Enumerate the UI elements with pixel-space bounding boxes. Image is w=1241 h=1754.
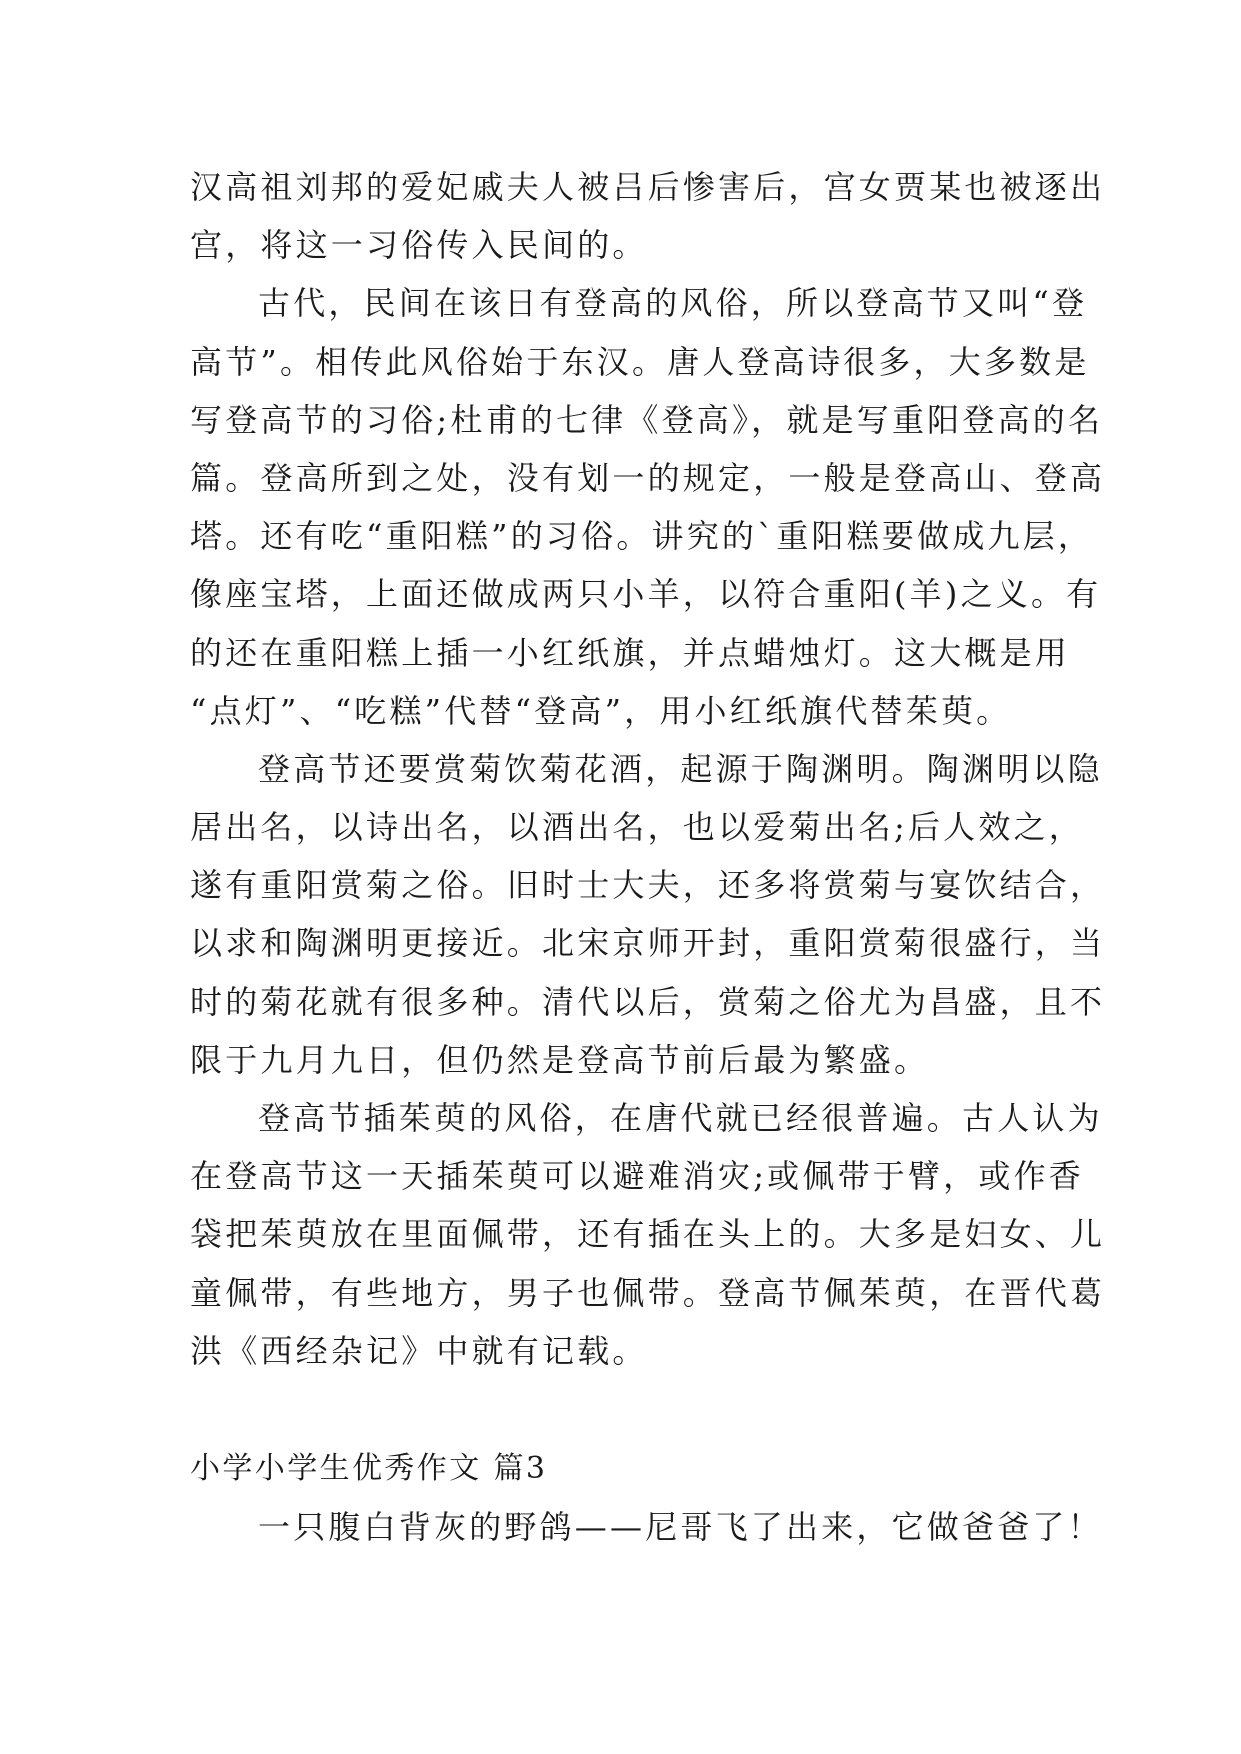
text-line: 遂有重阳赏菊之俗。旧时士大夫，还多将赏菊与宴饮结合， — [190, 866, 1106, 905]
text-line: 宫，将这一习俗传入民间的。 — [190, 226, 648, 265]
text-line: “点灯”、“吃糕”代替“登高”，用小红纸旗代替茱萸。 — [190, 691, 1012, 730]
document-page — [190, 158, 1106, 1556]
text-line: 汉高祖刘邦的爱妃戚夫人被吕后惨害后，宫女贾某也被逐出 — [190, 168, 1106, 206]
text-line: 童佩带，有些地方，男子也佩带。登高节佩茱萸，在晋代葛 — [190, 1273, 1106, 1312]
paragraph-2 — [190, 274, 1106, 740]
text-line: 古代，民间在该日有登高的风俗，所以登高节又叫“登 — [258, 284, 1088, 323]
text-line: 高节”。相传此风俗始于东汉。唐人登高诗很多，大多数是 — [190, 342, 1090, 381]
text-line: 袋把茱萸放在里面佩带，还有插在头上的。大多是妇女、儿 — [190, 1215, 1106, 1254]
section-first-line: 一只腹白背灰的野鸽——尼哥飞了出来，它做爸爸了！ — [258, 1508, 1103, 1547]
text-line: 时的菊花就有很多种。清代以后，赏菊之俗尤为昌盛，且不 — [190, 982, 1106, 1021]
paragraph-1 — [190, 158, 1106, 274]
text-line: 的还在重阳糕上插一小红纸旗，并点蜡烛灯。这大概是用 — [190, 633, 1071, 672]
text-line: 洪《西经杂记》中就有记载。 — [190, 1331, 648, 1370]
text-line: 限于九月九日，但仍然是登高节前后最为繁盛。 — [190, 1040, 930, 1079]
text-line: 篇。登高所到之处，没有划一的规定，一般是登高山、登高 — [190, 458, 1106, 497]
paragraph-3 — [190, 740, 1106, 1089]
section-heading: 小学小学生优秀作文 篇3 — [190, 1450, 548, 1486]
text-line: 以求和陶渊明更接近。北宋京师开封，重阳赏菊很盛行，当 — [190, 924, 1106, 963]
text-line: 写登高节的习俗;杜甫的七律《登高》，就是写重阳登高的名 — [190, 400, 1104, 439]
text-line: 塔。还有吃“重阳糕”的习俗。讲究的`重阳糕要做成九层， — [190, 517, 1094, 556]
text-line: 登高节插茱萸的风俗，在唐代就已经很普遍。古人认为 — [258, 1099, 1103, 1137]
text-line: 居出名，以诗出名，以酒出名，也以爱菊出名;后人效之， — [190, 808, 1084, 847]
text-line: 登高节还要赏菊饮菊花酒，起源于陶渊明。陶渊明以隐 — [258, 749, 1103, 788]
paragraph-4 — [190, 1089, 1106, 1380]
text-line: 在登高节这一天插茱萸可以避难消灾;或佩带于臂，或作香 — [190, 1157, 1084, 1196]
text-line: 像座宝塔，上面还做成两只小羊，以符合重阳(羊)之义。有 — [190, 575, 1102, 614]
